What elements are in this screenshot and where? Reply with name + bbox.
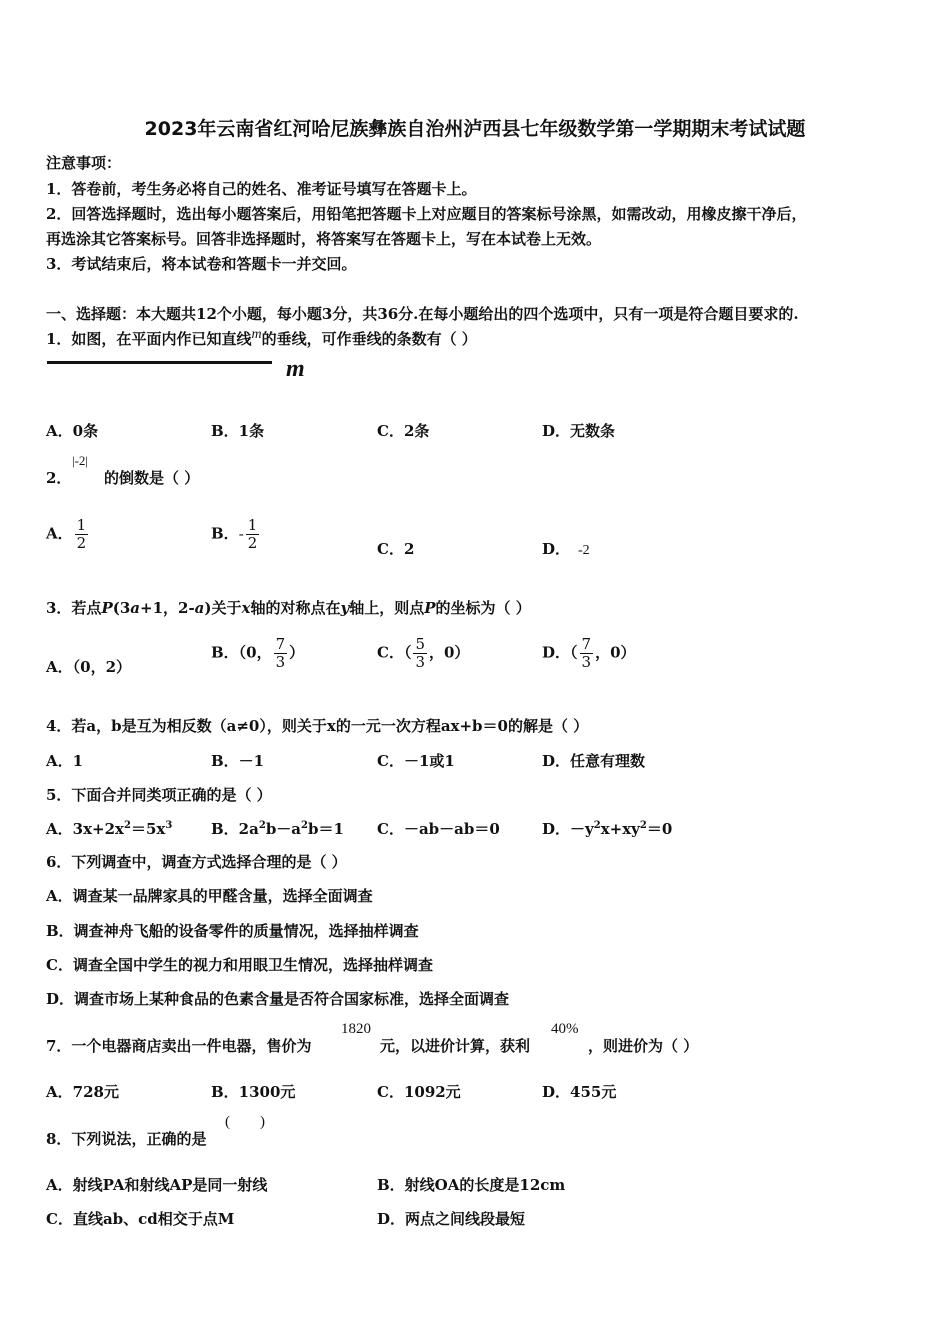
question-1-stem bbox=[46, 327, 477, 349]
q5-a-e2: 3 bbox=[165, 820, 173, 831]
q5-a-pre: A．3x+2x bbox=[46, 820, 124, 838]
q3-b-post: ） bbox=[289, 643, 305, 662]
line-m-figure bbox=[47, 361, 272, 364]
notice-item-1: 1．答卷前，考生务必将自己的姓名、准考证号填写在答题卡上。 bbox=[46, 180, 477, 198]
q6-option-d: D．调查市场上某种食品的色素含量是否符合国家标准，选择全面调查 bbox=[46, 990, 510, 1008]
question-5-stem: 5．下面合并同类项正确的是（ ） bbox=[46, 786, 272, 804]
q3-stem-p2: P bbox=[424, 599, 436, 617]
q2-d-value: -2 bbox=[578, 543, 590, 558]
q3-d-fraction bbox=[580, 636, 594, 671]
q5-option-d bbox=[542, 818, 672, 839]
notice-item-2: 2．回答选择题时，选出每小题答案后，用铅笔把答题卡上对应题目的答案标号涂黑，如需改动，用橡皮擦干净后， bbox=[46, 205, 807, 223]
q3-d-num: 7 bbox=[581, 635, 592, 653]
q1-option-b: B．1条 bbox=[211, 422, 265, 440]
q3-b-pre: B．（0， bbox=[211, 643, 272, 662]
q4-option-c: C．－1或1 bbox=[377, 752, 455, 770]
q2-a-num: 1 bbox=[76, 516, 87, 534]
q7-option-a: A．728元 bbox=[46, 1083, 119, 1101]
q7-option-d: D．455元 bbox=[542, 1083, 617, 1101]
q3-c-post: ，0） bbox=[429, 643, 470, 662]
q7-percent: 40% bbox=[551, 1021, 579, 1037]
q8-stem: 8．下列说法，正确的是 bbox=[46, 1130, 207, 1148]
q8-option-d: D．两点之间线段最短 bbox=[377, 1210, 526, 1228]
q8-option-a: A．射线PA和射线AP是同一射线 bbox=[46, 1176, 268, 1194]
q7-stem-a: 7．一个电器商店卖出一件电器，售价为 bbox=[46, 1037, 312, 1055]
notice-heading: 注意事项： bbox=[46, 154, 122, 172]
q2-abs-value: |-2| bbox=[72, 453, 89, 468]
q2-option-c: C．2 bbox=[377, 540, 415, 558]
q1-var: m bbox=[251, 327, 262, 342]
q2-d-label: D． bbox=[542, 540, 571, 558]
q4-option-a: A．1 bbox=[46, 752, 84, 770]
q4-option-b: B．－1 bbox=[211, 752, 265, 770]
q3-d-den: 3 bbox=[581, 653, 592, 671]
q2-num: 2． bbox=[46, 469, 72, 487]
q7-option-c: C．1092元 bbox=[377, 1083, 461, 1101]
q4-option-d: D．任意有理数 bbox=[542, 752, 646, 770]
q3-stem-d: +1，2- bbox=[140, 599, 195, 617]
q3-b-fraction bbox=[274, 636, 288, 671]
q7-stem-c: ，则进价为（ ） bbox=[588, 1037, 699, 1055]
q1-option-d: D．无数条 bbox=[542, 422, 616, 440]
notice-item-3: 3．考试结束后，将本试卷和答题卡一并交回。 bbox=[46, 255, 357, 273]
q3-stem-f: )关于 bbox=[204, 599, 242, 617]
q7-price: 1820 bbox=[341, 1021, 371, 1037]
q1-stem-a: 1．如图，在平面内作已知直线 bbox=[46, 330, 252, 348]
line-m-label: m bbox=[286, 356, 305, 382]
q2-option-a bbox=[46, 517, 90, 552]
q5-option-b bbox=[211, 818, 344, 839]
q3-stem-g: 轴的对称点在 bbox=[250, 599, 341, 617]
q3-stem-x: x bbox=[241, 599, 251, 617]
q5-b-e2: 2 bbox=[301, 820, 308, 831]
q3-stem-i: 的坐标为（ ） bbox=[435, 599, 531, 617]
q5-option-a bbox=[46, 818, 172, 839]
section-heading: 一、选择题：本大题共12个小题，每小题3分，共36分.在每小题给出的四个选项中，只有一项是符合题目要求的. bbox=[46, 305, 799, 323]
q3-option-a: A．（0，2） bbox=[46, 658, 132, 676]
q5-a-e1: 2 bbox=[123, 820, 131, 831]
q5-d-mid: x+xy bbox=[600, 820, 640, 838]
q3-stem-c: a bbox=[130, 599, 140, 617]
q2-b-fraction bbox=[246, 517, 260, 552]
q5-b-pre: B．2a bbox=[211, 820, 259, 838]
q3-option-d bbox=[542, 636, 636, 671]
q7-option-b: B．1300元 bbox=[211, 1083, 296, 1101]
q3-stem-y: y bbox=[340, 599, 350, 617]
q5-a-mid: ＝5x bbox=[130, 820, 166, 838]
q5-b-e1: 2 bbox=[258, 820, 266, 831]
q8-option-b: B．射线OA的长度是12cm bbox=[377, 1176, 566, 1194]
q6-option-b: B．调查神舟飞船的设备零件的质量情况，选择抽样调查 bbox=[46, 922, 419, 940]
q3-c-den: 3 bbox=[415, 653, 425, 671]
q3-c-pre: C．（ bbox=[377, 643, 412, 662]
q5-d-post: ＝0 bbox=[646, 820, 673, 838]
q3-d-post: ，0） bbox=[595, 643, 636, 662]
question-6-stem: 6．下列调查中，调查方式选择合理的是（ ） bbox=[46, 853, 347, 871]
q3-option-c bbox=[377, 636, 469, 671]
q5-d-e2: 2 bbox=[639, 820, 647, 831]
q3-b-num: 7 bbox=[275, 635, 286, 653]
q2-stem: 的倒数是（ ） bbox=[104, 469, 200, 487]
q5-option-c: C．－ab－ab＝0 bbox=[377, 820, 500, 838]
q2-b-den: 2 bbox=[247, 534, 258, 552]
q3-stem-h: 轴上，则点 bbox=[349, 599, 425, 617]
q6-option-c: C．调查全国中学生的视力和用眼卫生情况，选择抽样调查 bbox=[46, 956, 433, 974]
q5-b-post: b＝1 bbox=[308, 820, 344, 838]
q2-option-b bbox=[211, 517, 261, 552]
q3-stem-e: a bbox=[194, 599, 205, 617]
q6-option-a: A．调查某一品牌家具的甲醛含量，选择全面调查 bbox=[46, 887, 373, 905]
q5-d-pre: D．－y bbox=[542, 820, 594, 838]
q3-stem-a: 3．若点 bbox=[46, 599, 102, 617]
q2-option-d bbox=[542, 538, 590, 559]
notice-item-2-cont: 再选涂其它答案标号。回答非选择题时，将答案写在答题卡上，写在本试卷上无效。 bbox=[46, 230, 602, 248]
q2-a-den: 2 bbox=[76, 534, 87, 552]
q3-c-num: 5 bbox=[415, 635, 425, 653]
q3-d-pre: D．（ bbox=[542, 643, 578, 662]
q3-stem-p: P bbox=[101, 599, 113, 617]
q5-b-mid: b－a bbox=[265, 820, 302, 838]
q2-b-label: B． bbox=[211, 524, 239, 543]
q1-stem-b: 的垂线，可作垂线的条数有（ ） bbox=[261, 330, 477, 348]
question-4-stem: 4．若a，b是互为相反数（a≠0），则关于x的一元一次方程ax+b＝0的解是（ ） bbox=[46, 717, 589, 735]
q7-stem-b: 元，以进价计算，获利 bbox=[380, 1037, 531, 1055]
q8-option-c: C．直线ab、cd相交于点M bbox=[46, 1210, 235, 1228]
question-3-stem bbox=[46, 597, 531, 618]
page-title: 2023年云南省红河哈尼族彝族自治州泸西县七年级数学第一学期期末考试试题 bbox=[144, 118, 806, 140]
q2-b-num: 1 bbox=[247, 516, 258, 534]
q2-b-sign: - bbox=[238, 526, 244, 543]
q3-option-b bbox=[211, 636, 304, 671]
q5-d-e1: 2 bbox=[593, 820, 601, 831]
q2-a-label: A． bbox=[46, 524, 73, 543]
q1-option-a: A．0条 bbox=[46, 422, 99, 440]
q2-a-fraction bbox=[75, 517, 89, 552]
q8-paren: ( ) bbox=[225, 1114, 265, 1130]
q3-c-fraction bbox=[413, 636, 427, 671]
q3-stem-b: (3 bbox=[112, 599, 131, 617]
q1-option-c: C．2条 bbox=[377, 422, 430, 440]
q3-b-den: 3 bbox=[275, 653, 286, 671]
